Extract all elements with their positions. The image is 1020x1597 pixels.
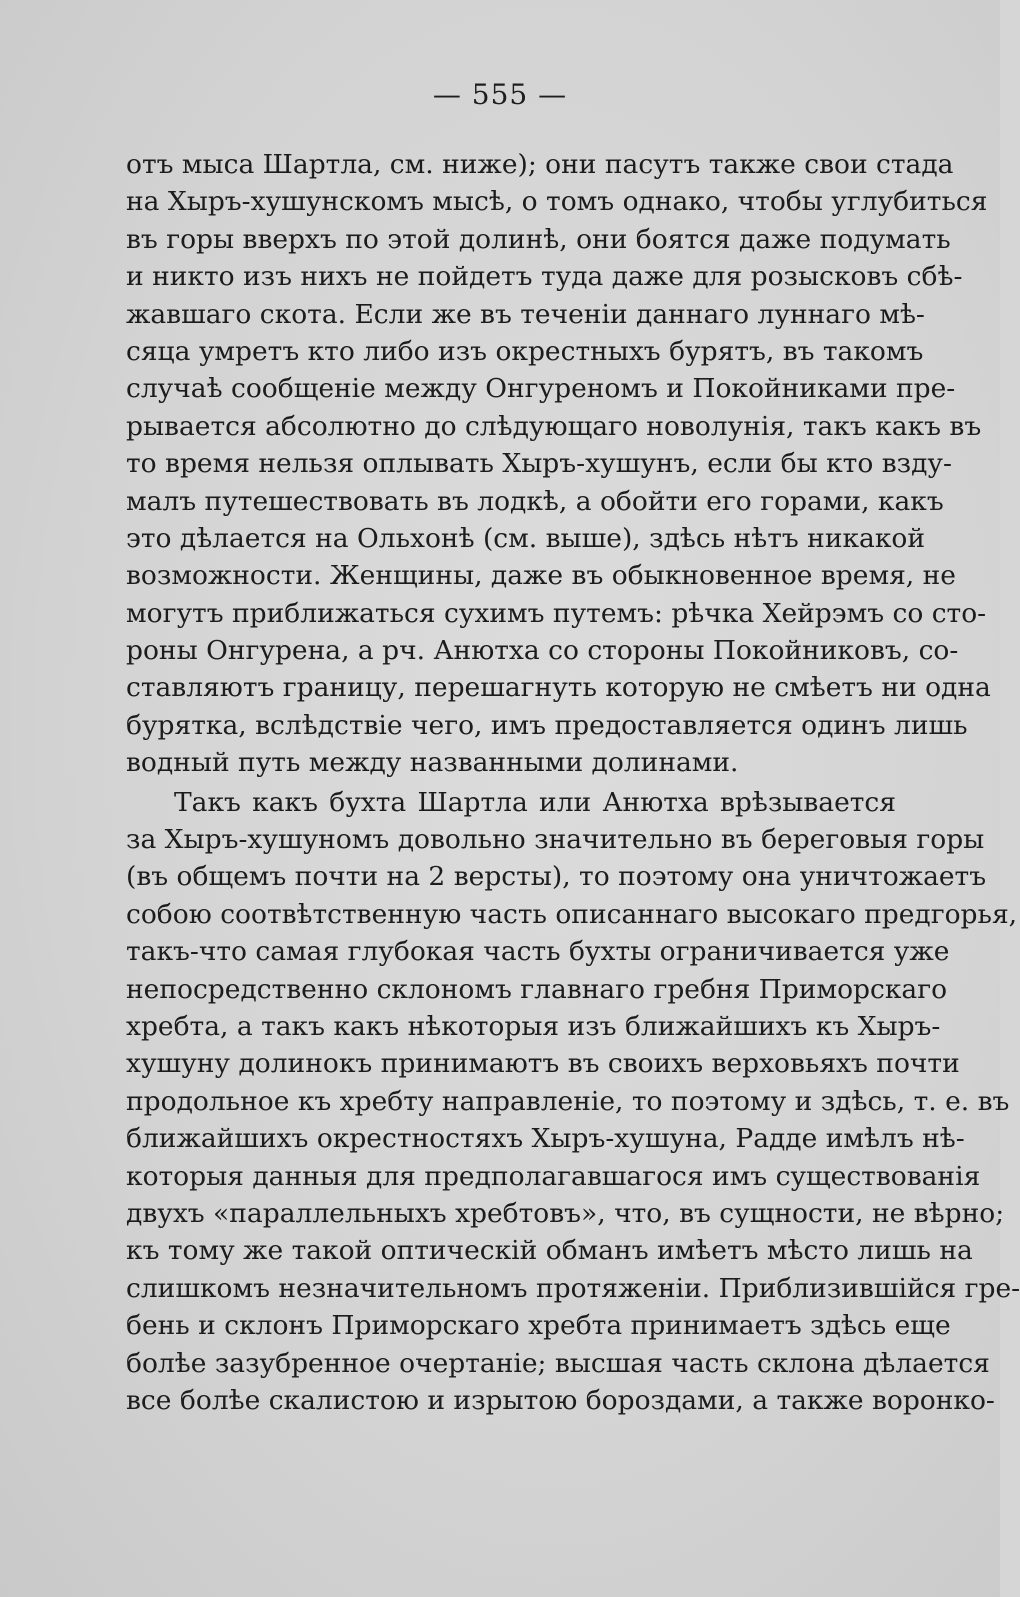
text-line: возможности. Женщины, даже въ обыкновенное время, не <box>126 560 956 592</box>
text-line: на Хыръ-хушунскомъ мысѣ, о томъ однако, чтобы углубиться <box>126 186 988 218</box>
text-line: такъ-что самая глубокая часть бухты ограничивается уже <box>126 936 950 968</box>
text-line: и никто изъ нихъ не пойдетъ туда даже для розысковъ сбѣ- <box>126 261 963 293</box>
text-line: могутъ приближаться сухимъ путемъ: рѣчка Хейрэмъ со сто- <box>126 597 987 629</box>
text-line: бень и склонъ Приморскаго хребта принимаетъ здѣсь еще <box>126 1310 951 1342</box>
text-line: отъ мыса Шартла, см. ниже); они пасутъ также свои стада <box>126 149 954 180</box>
text-line: болѣе зазубренное очертаніе; высшая часть склона дѣлается <box>126 1347 990 1379</box>
text-line: которыя данныя для предполагавшагося имъ существованія <box>126 1160 981 1192</box>
text-line: сяца умретъ кто либо изъ окрестныхъ бурятъ, въ такомъ <box>126 335 924 367</box>
text-line: рывается абсолютно до слѣдующаго новолунія, такъ какъ въ <box>126 410 982 442</box>
text-line: ближайшихъ окрестностяхъ Хыръ-хушуна, Радде имѣлъ нѣ- <box>126 1123 965 1155</box>
text-line: хребта, а такъ какъ нѣкоторыя изъ ближайшихъ къ Хыръ- <box>126 1010 941 1042</box>
paragraph-end-line: водный путь между названными долинами. <box>126 747 739 779</box>
text-line: непосредственно склономъ главнаго гребня Приморскаго <box>126 973 948 1005</box>
page-number: — 555 — <box>432 78 568 111</box>
text-line: малъ путешествовать въ лодкѣ, а обойти его горами, какъ <box>126 485 944 517</box>
text-line: продольное къ хребту направленіе, то поэтому и здѣсь, т. е. въ <box>126 1085 1010 1117</box>
text-line: роны Онгурена, а рч. Анютха со стороны Покойниковъ, со- <box>126 635 959 667</box>
text-line: хушуну долинокъ принимаютъ въ своихъ верховьяхъ почти <box>126 1048 960 1080</box>
text-line: это дѣлается на Ольхонѣ (см. выше), здѣсь нѣтъ никакой <box>126 522 926 554</box>
text-line: жавшаго скота. Если же въ теченіи даннаго луннаго мѣ- <box>126 298 925 330</box>
text-line: собою соотвѣтственную часть описаннаго высокаго предгорья, <box>126 898 1018 930</box>
body-text <box>126 146 1020 1419</box>
text-line: къ тому же такой оптическій обманъ имѣетъ мѣсто лишь на <box>126 1235 973 1267</box>
text-line: въ горы вверхъ по этой долинѣ, они боятся даже подумать <box>126 223 951 255</box>
paragraph-start-line: Такъ какъ бухта Шартла или Анютха врѣзывается <box>174 786 896 818</box>
text-line: бурятка, вслѣдствіе чего, имъ предоставляется одинъ лишь <box>126 709 968 741</box>
text-line: слишкомъ незначительномъ протяженіи. Приблизившійся гре- <box>126 1272 1020 1304</box>
text-line: случаѣ сообщеніе между Онгуреномъ и Покойниками пре- <box>126 373 956 405</box>
text-line: то время нельзя оплывать Хыръ-хушунъ, если бы кто взду- <box>126 448 952 480</box>
text-line: ставляютъ границу, перешагнуть которую не смѣетъ ни одна <box>126 672 991 704</box>
text-line: за Хыръ-хушуномъ довольно значительно въ береговыя горы <box>126 824 985 856</box>
text-line: двухъ «параллельныхъ хребтовъ», что, въ сущности, не вѣрно; <box>126 1197 1005 1229</box>
text-line: все болѣе скалистою и изрытою бороздами, а также воронко- <box>126 1384 995 1416</box>
text-line: (въ общемъ почти на 2 версты), то поэтому она уничтожаетъ <box>126 861 987 893</box>
